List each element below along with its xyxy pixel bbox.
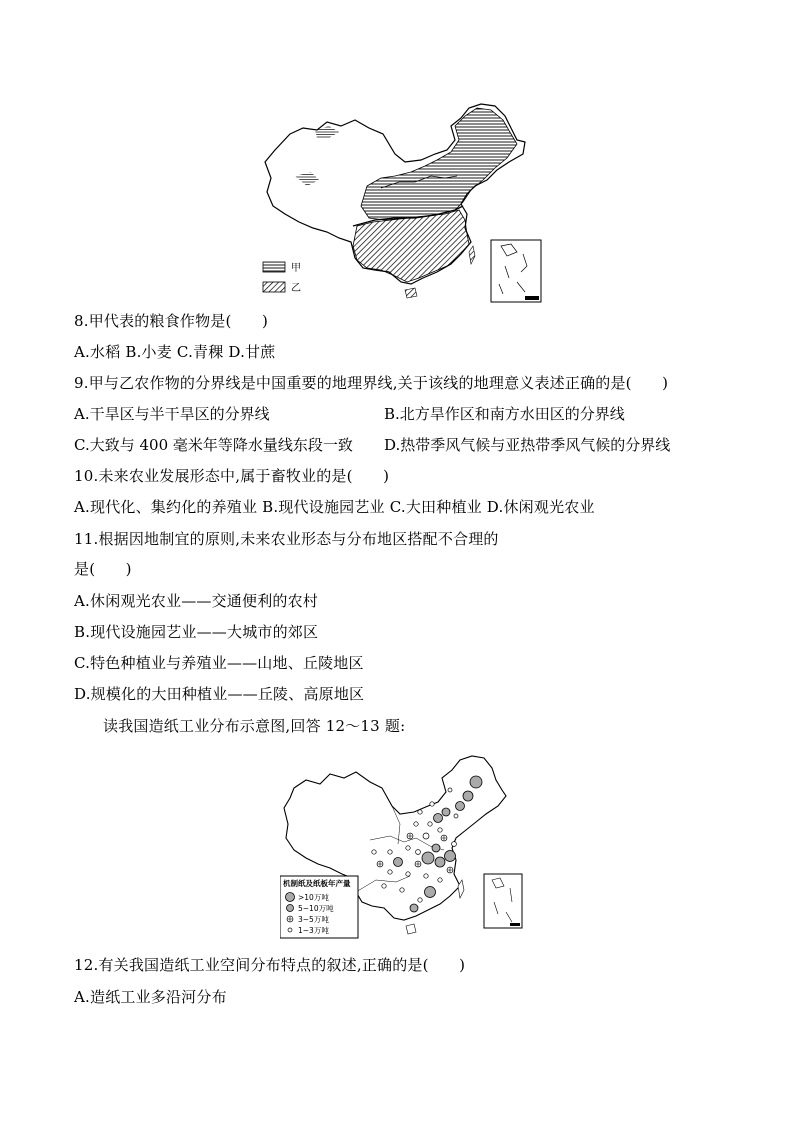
- q9-option-a: A.干旱区与半干旱区的分界线: [74, 405, 270, 423]
- legend-label-crossed: 3~5万吨: [298, 915, 329, 924]
- q9-option-b: B.北方旱作区和南方水田区的分界线: [384, 405, 625, 423]
- map1-legend: [263, 262, 301, 294]
- south-china-sea-inset: [491, 240, 541, 302]
- map2-legend: [280, 876, 358, 938]
- q11-option-c: C.特色种植业与养殖业——山地、丘陵地区: [74, 654, 364, 672]
- q11-stem-line2: 是( ): [74, 560, 132, 578]
- legend-title: 机制纸及纸板年产量: [283, 879, 351, 888]
- legend-symbol-large: [286, 893, 295, 902]
- q11-stem-line1: 11.根据因地制宜的原则,未来农业形态与分布地区搭配不合理的: [74, 530, 499, 548]
- q10-stem: 10.未来农业发展形态中,属于畜牧业的是( ): [74, 467, 390, 485]
- legend-symbol-crossed: [287, 916, 293, 922]
- legend-label-yi: 乙: [291, 283, 301, 294]
- taiwan-island: [469, 246, 475, 264]
- legend-symbol-medium: [287, 905, 294, 912]
- q11-option-a: A.休闲观光农业——交通便利的农村: [74, 592, 319, 610]
- south-china-sea-inset-2: [484, 874, 522, 928]
- q8-stem: 8.甲代表的粮食作物是( ): [74, 312, 269, 330]
- legend-symbol-small: [288, 928, 292, 932]
- legend-label-small: 1~3万吨: [298, 926, 329, 935]
- paper-industry-map: [280, 752, 525, 944]
- hainan-island: [405, 288, 417, 298]
- q12-option-a: A.造纸工业多沿河分布: [74, 988, 227, 1006]
- legend-label-jia: 甲: [291, 263, 301, 274]
- legend-swatch-jia: [263, 262, 285, 272]
- legend-label-medium: 5~10万吨: [298, 904, 334, 913]
- q9-stem: 9.甲与乙农作物的分界线是中国重要的地理界线,关于该线的地理意义表述正确的是( ): [74, 374, 669, 392]
- q11-option-b: B.现代设施园艺业——大城市的郊区: [74, 623, 319, 641]
- legend-label-large: >10万吨: [298, 893, 329, 902]
- q9-option-d: D.热带季风气候与亚热带季风气候的分界线: [384, 436, 671, 454]
- q10-options: A.现代化、集约化的养殖业 B.现代设施园艺业 C.大田种植业 D.休闲观光农业: [74, 498, 595, 516]
- legend-swatch-yi: [263, 282, 285, 292]
- q12-stem: 12.有关我国造纸工业空间分布特点的叙述,正确的是( ): [74, 956, 466, 974]
- crop-distribution-map: [255, 96, 545, 306]
- q11-option-d: D.规模化的大田种植业——丘陵、高原地区: [74, 685, 365, 703]
- q8-options: A.水稻 B.小麦 C.青稞 D.甘蔗: [74, 343, 276, 361]
- q9-option-c: C.大致与 400 毫米年等降水量线东段一致: [74, 436, 353, 454]
- intro-12-13: 读我国造纸工业分布示意图,回答 12～13 题:: [103, 717, 406, 735]
